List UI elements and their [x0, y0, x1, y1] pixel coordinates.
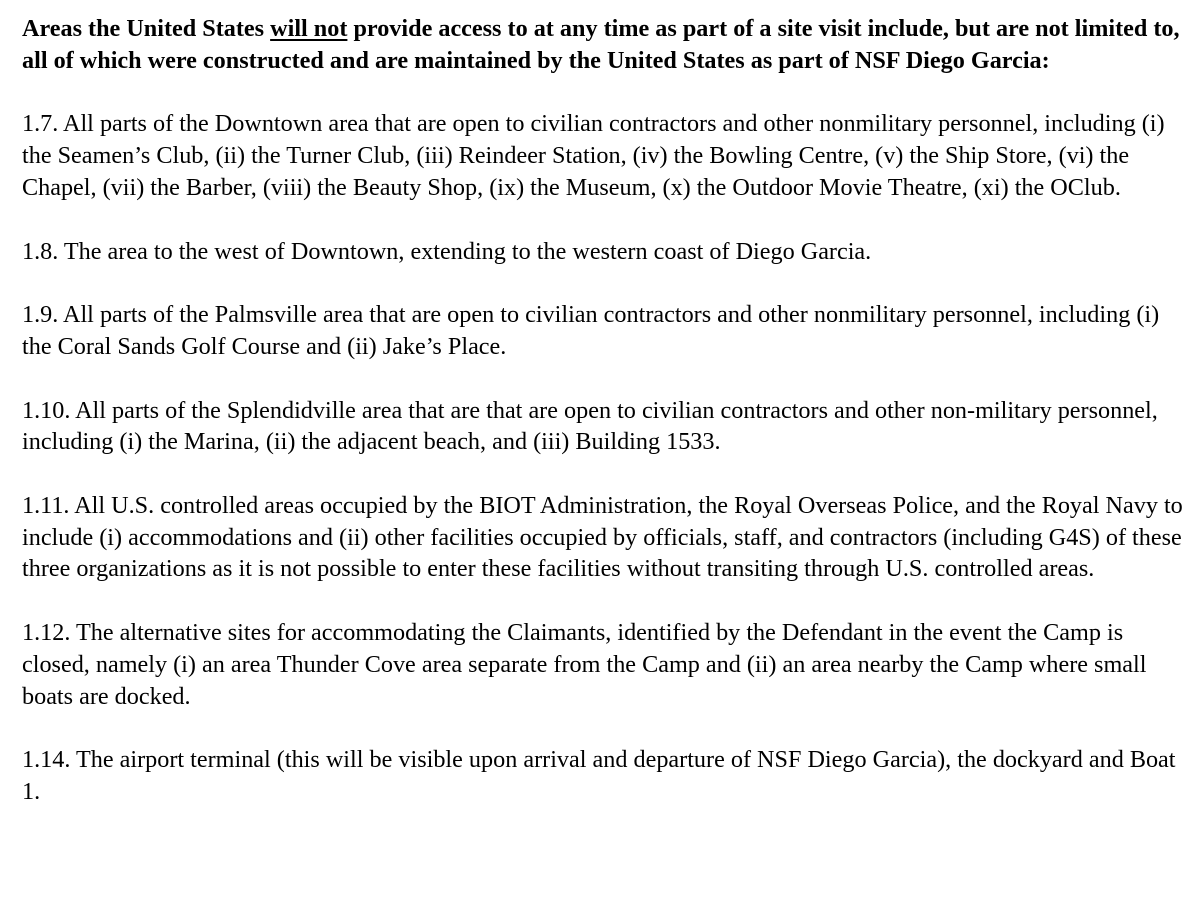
- paragraph-spacer: [22, 76, 1194, 108]
- heading-text-after: provide access to at any time as part of a site visit include, but are not limited to, all of which were constructed and are maintained by the United States as part of NSF Diego Garcia:: [22, 15, 1180, 74]
- paragraph-1-12: 1.12. The alternative sites for accommodating the Claimants, identified by the Defendant in the event the Camp is closed, namely (i) an area Thunder Cove area separate from the Camp and (ii) an area nearby the Camp where small boats are docked.: [22, 619, 1147, 710]
- paragraph-1-10: 1.10. All parts of the Splendidville area that are that are open to civilian contractors and other non-military personnel, including (i) the Marina, (ii) the adjacent beach, and (iii) Building 1533.: [22, 396, 1158, 456]
- paragraph-1-11: 1.11. All U.S. controlled areas occupied by the BIOT Administration, the Royal Overseas Police, and the Royal Navy to include (i) accommodations and (ii) other facilities occupied by officials, staff, and contractors (including G4S) of these three organizations as it is not possible to enter these facilities without transiting through U.S. controlled areas.: [22, 492, 1183, 583]
- paragraph-spacer: [22, 363, 1194, 395]
- heading-underlined-text: will not: [270, 15, 348, 42]
- document-page: [22, 13, 1194, 808]
- section-heading: [22, 13, 1194, 76]
- paragraph-spacer: [22, 267, 1194, 299]
- paragraph-spacer: [22, 458, 1194, 490]
- paragraph-spacer: [22, 585, 1194, 617]
- paragraph-1-8: 1.8. The area to the west of Downtown, extending to the western coast of Diego Garcia.: [22, 237, 872, 265]
- paragraph-1-14: 1.14. The airport terminal (this will be visible upon arrival and departure of NSF Diego Garcia), the dockyard and Boat 1.: [22, 746, 1176, 805]
- heading-text-before: Areas the United States: [22, 15, 271, 42]
- paragraph-1-7: 1.7. All parts of the Downtown area that are open to civilian contractors and other nonmilitary personnel, including (i) the Seamen’s Club, (ii) the Turner Club, (iii) Reindeer Station, (iv) the Bowling Centre, (v) the Ship Store, (vi) the Chapel, (vii) the Barber, (viii) the Beauty Shop, (ix) the Museum, (x) the Outdoor Movie Theatre, (xi) the OClub.: [22, 110, 1165, 201]
- paragraph-spacer: [22, 204, 1194, 236]
- paragraph-1-9: 1.9. All parts of the Palmsville area that are open to civilian contractors and other nonmilitary personnel, including (i) the Coral Sands Golf Course and (ii) Jake’s Place.: [22, 301, 1160, 360]
- paragraph-spacer: [22, 712, 1194, 744]
